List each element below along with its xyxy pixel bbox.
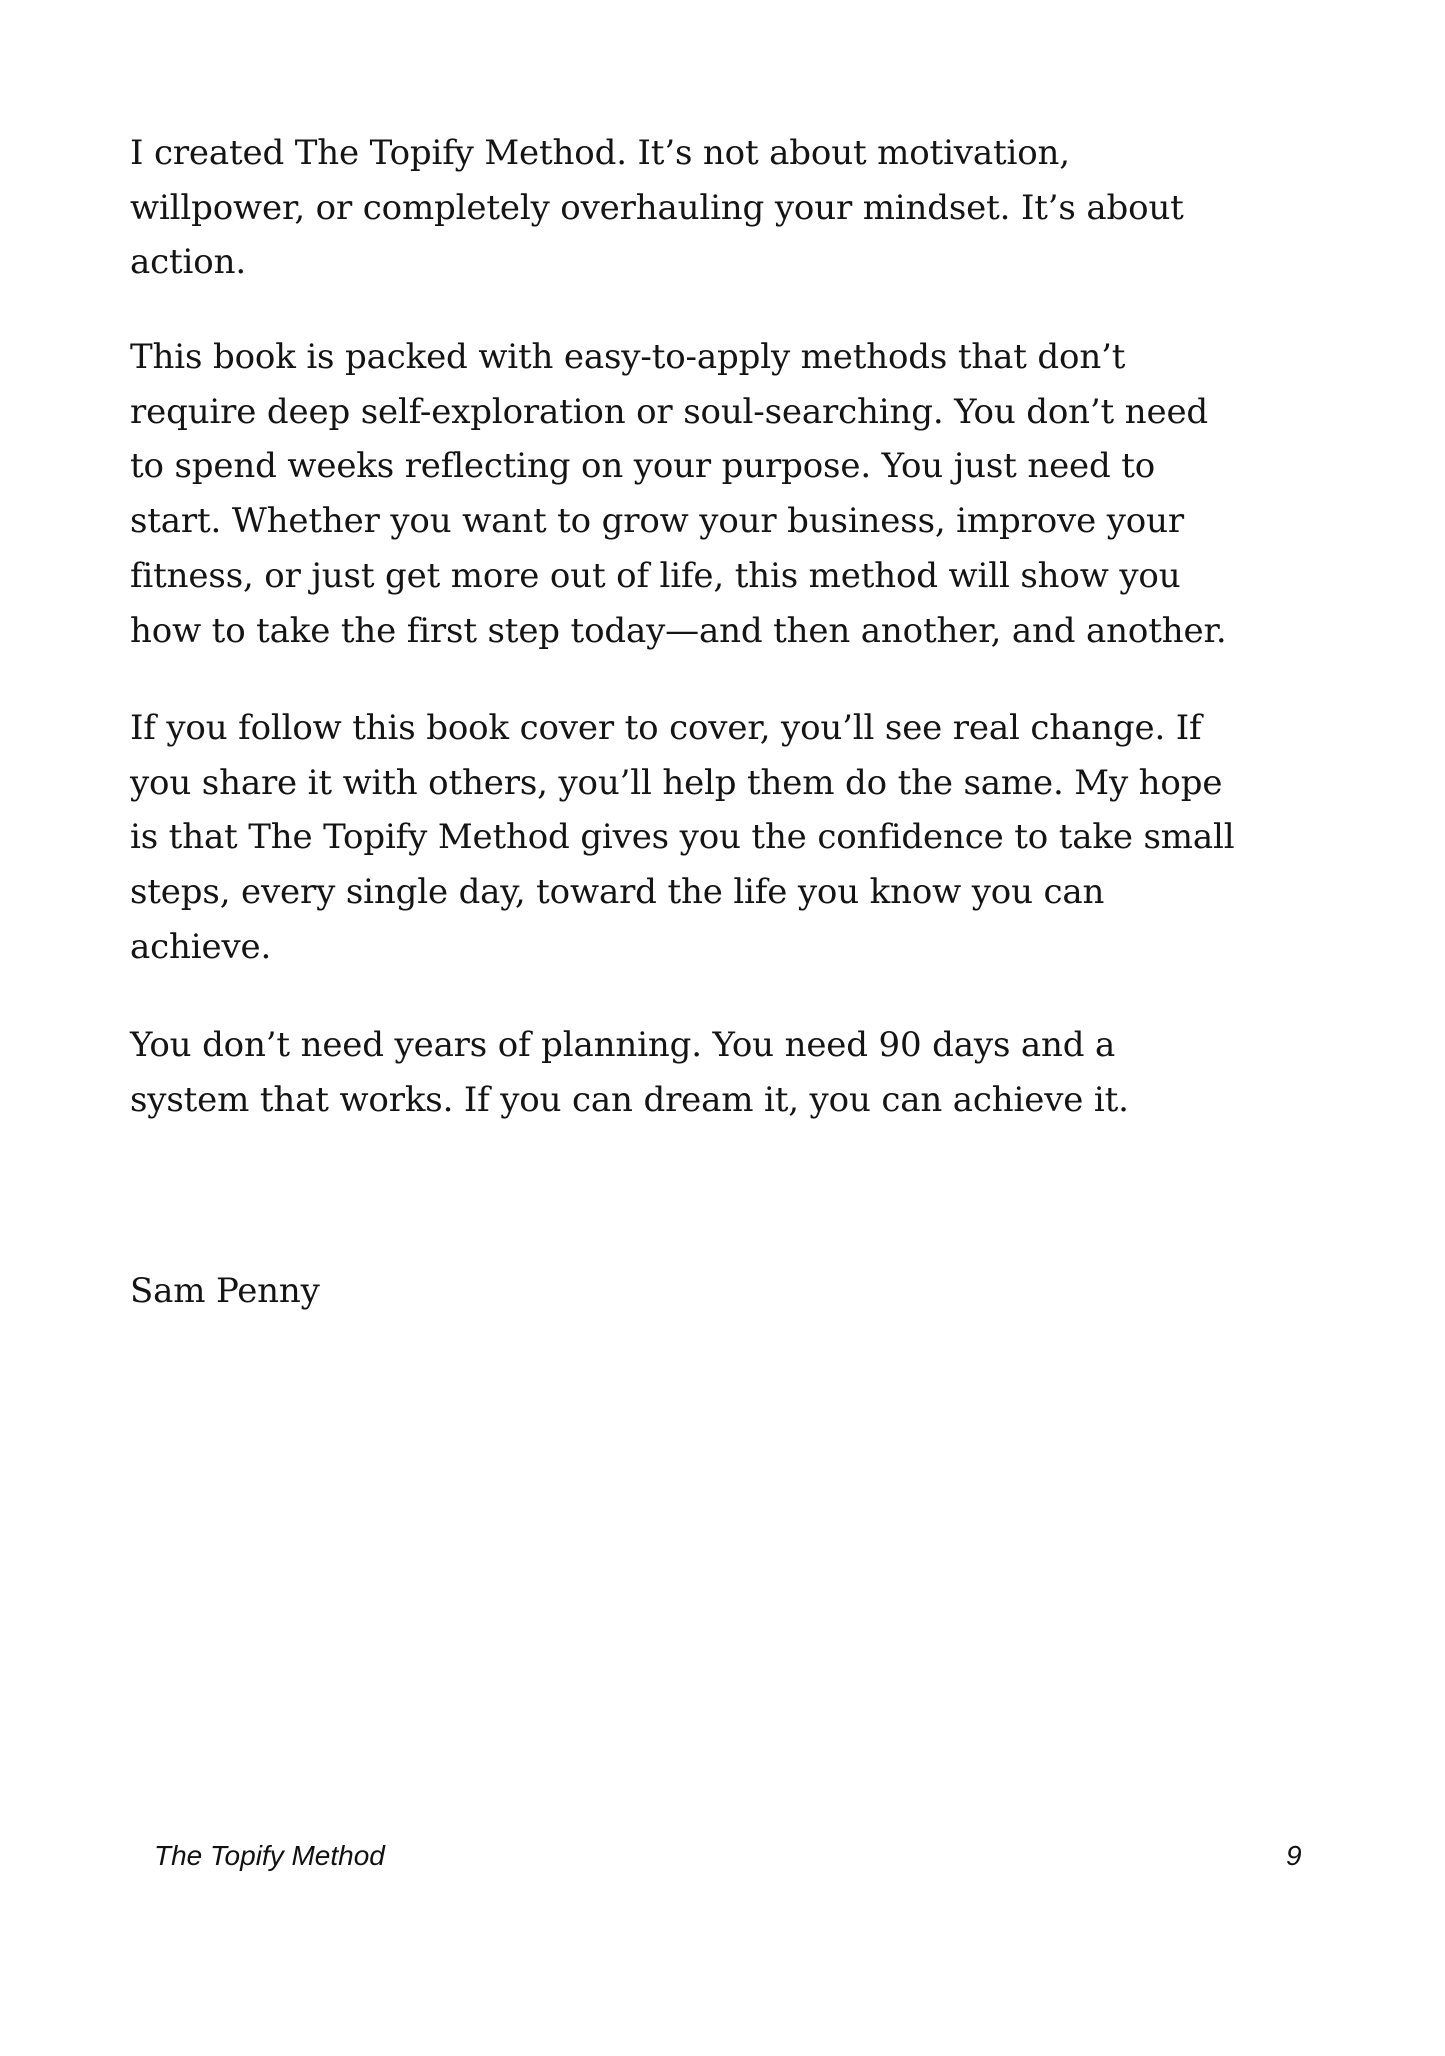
text-line: willpower, or completely overhauling your mindset. It’s about: [130, 187, 1184, 228]
paragraph-hope: [130, 701, 1380, 975]
footer-book-title: The Topify Method: [154, 1840, 385, 1871]
text-line: steps, every single day, toward the life you know you can: [130, 872, 1105, 913]
text-line: You don’t need years of planning. You need 90 days and a: [130, 1025, 1116, 1065]
text-line: start. Whether you want to grow your business, improve your: [130, 501, 1184, 542]
text-line: action.: [130, 242, 246, 283]
signature-name: Sam Penny: [130, 1271, 320, 1311]
footer-page-number: 9: [1286, 1840, 1302, 1871]
text-line: you share it with others, you’ll help them do the same. My hope: [130, 762, 1223, 803]
text-line: is that The Topify Method gives you the confidence to take small: [130, 817, 1235, 858]
text-line: require deep self-exploration or soul-searching. You don’t need: [130, 391, 1209, 432]
paragraph-closing: [130, 1018, 1380, 1127]
paragraph-methods: [130, 330, 1380, 658]
text-line: I created The Topify Method. It’s not about motivation,: [130, 133, 1070, 173]
text-line: system that works. If you can dream it, you can achieve it.: [130, 1079, 1129, 1120]
paragraph-intro: [130, 126, 1380, 290]
text-line: how to take the first step today—and then another, and another.: [130, 610, 1227, 651]
text-line: If you follow this book cover to cover, you’ll see real change. If: [130, 708, 1202, 748]
text-line: achieve.: [130, 926, 272, 967]
text-line: This book is packed with easy-to-apply methods that don’t: [130, 337, 1126, 377]
text-line: fitness, or just get more out of life, this method will show you: [130, 555, 1181, 596]
text-line: to spend weeks reflecting on your purpose. You just need to: [130, 446, 1156, 487]
author-signature: [130, 1264, 1380, 1319]
